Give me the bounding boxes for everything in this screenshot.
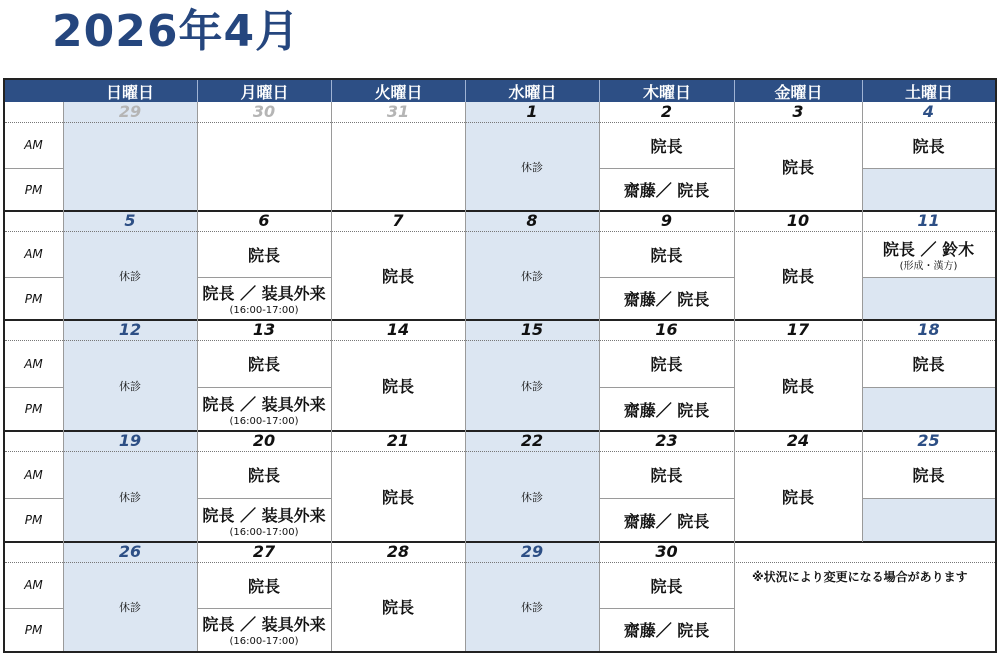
saturday-pm-fill	[862, 168, 995, 211]
saturday-am	[862, 451, 995, 498]
thursday-pm-text: 齋藤／ 院長	[623, 290, 710, 309]
saturday-am	[862, 340, 995, 387]
tuesday-allday	[331, 562, 465, 651]
monday-pm	[197, 498, 331, 542]
pm-label: PM	[24, 513, 43, 527]
day-number: 12	[118, 320, 142, 339]
tuesday-allday-text: 院長	[381, 377, 414, 396]
day-number: 20	[252, 431, 276, 450]
ampm-cell-divider	[862, 277, 995, 278]
thursday-am	[599, 340, 734, 387]
wednesday-closed-text: 休診	[521, 269, 543, 283]
ampm-cell-divider	[862, 498, 995, 499]
day-number: 7	[392, 211, 404, 230]
ampm-cell-divider	[197, 498, 331, 499]
page-title: 2026年4月	[52, 6, 301, 57]
day-number: 3	[792, 102, 804, 121]
thursday-am-text: 院長	[650, 136, 683, 156]
saturday-am-text: 院長	[912, 466, 945, 485]
thursday-pm	[599, 608, 734, 651]
ampm-cell-divider	[197, 387, 331, 388]
thursday-pm	[599, 387, 734, 431]
wednesday-closed	[465, 451, 599, 542]
ampm-cell-divider	[599, 608, 734, 609]
day-number: 23	[655, 431, 678, 450]
monday-pm-text: 院長 ／ 装具外来	[202, 505, 326, 525]
wednesday-closed	[465, 231, 599, 320]
thursday-pm-text: 齋藤／ 院長	[623, 511, 710, 531]
thursday-am-text: 院長	[650, 466, 683, 485]
wednesday-closed	[465, 122, 599, 211]
am-label: AM	[24, 578, 43, 592]
day-number: 29	[118, 102, 142, 121]
weekday-header: 月曜日	[197, 80, 331, 102]
pm-label: PM	[24, 182, 43, 197]
sunday-closed-text: 休診	[119, 600, 141, 614]
ampm-cell-divider	[599, 387, 734, 388]
day-number: 30	[252, 102, 276, 121]
thursday-pm-text: 齋藤／ 院長	[623, 400, 710, 420]
saturday-am-text: 院長	[912, 355, 945, 374]
wednesday-closed-text: 休診	[521, 490, 543, 504]
saturday-am	[862, 231, 995, 277]
friday-allday	[734, 340, 862, 431]
day-number: 9	[660, 211, 673, 230]
monday-am-text: 院長	[247, 355, 280, 374]
day-number: 15	[520, 320, 544, 339]
thursday-am-text: 院長	[650, 576, 683, 596]
monday-pm-text: 院長 ／ 装具外来	[202, 615, 326, 634]
sunday-closed	[63, 231, 197, 320]
header-corner	[5, 80, 63, 102]
sunday-closed	[63, 562, 197, 651]
monday-pm-subtext: (16:00-17:00)	[229, 526, 299, 538]
day-number: 26	[118, 542, 142, 561]
saturday-pm-fill	[862, 387, 995, 431]
weekday-header: 火曜日	[331, 80, 465, 102]
thursday-pm-text: 齋藤／ 院長	[623, 621, 710, 640]
day-number: 19	[118, 431, 142, 450]
pm-label: PM	[24, 622, 43, 637]
column-divider	[734, 102, 735, 651]
weekday-header: 日曜日	[63, 80, 197, 102]
pm-label: PM	[24, 402, 43, 416]
day-number: 5	[124, 211, 136, 230]
friday-allday-text: 院長	[781, 158, 814, 177]
day-number: 30	[655, 542, 678, 561]
weekday-header: 土曜日	[862, 80, 995, 102]
thursday-pm-text: 齋藤／ 院長	[623, 181, 710, 200]
calendar-grid	[3, 78, 997, 653]
friday-allday	[734, 231, 862, 320]
thursday-am	[599, 451, 734, 498]
day-number: 1	[526, 102, 538, 121]
friday-allday-text: 院長	[781, 488, 814, 507]
am-label: AM	[24, 356, 43, 371]
wednesday-closed-text: 休診	[521, 160, 543, 174]
thursday-am-text: 院長	[650, 245, 683, 265]
ampm-cell-divider	[197, 608, 331, 609]
monday-am	[197, 562, 331, 608]
monday-pm-subtext: (16:00-17:00)	[229, 305, 299, 316]
column-divider	[862, 102, 863, 542]
pm-label: PM	[24, 291, 43, 306]
column-divider	[331, 102, 332, 651]
sunday-closed	[63, 340, 197, 431]
monday-am	[197, 340, 331, 387]
monday-pm-subtext: (16:00-17:00)	[229, 636, 299, 647]
tuesday-allday-text: 院長	[381, 488, 414, 507]
weekday-header: 水曜日	[465, 80, 599, 102]
day-number: 17	[786, 320, 810, 339]
wednesday-closed-text: 休診	[521, 600, 543, 614]
day-number: 27	[252, 542, 276, 561]
sunday-closed-text: 休診	[119, 490, 141, 504]
saturday-am-text: 院長	[912, 136, 945, 156]
schedule-change-note: ※状況により変更になる場合があります	[752, 570, 968, 584]
thursday-pm	[599, 498, 734, 542]
wednesday-closed	[465, 340, 599, 431]
day-number: 24	[786, 431, 810, 450]
am-label: AM	[24, 138, 43, 152]
wednesday-closed	[465, 562, 599, 651]
thursday-am-text: 院長	[650, 355, 683, 374]
tuesday-allday	[331, 340, 465, 431]
am-label: AM	[24, 247, 43, 261]
day-number: 21	[386, 431, 410, 450]
thursday-pm	[599, 168, 734, 211]
day-number: 14	[386, 320, 410, 339]
day-number: 31	[386, 102, 410, 121]
tuesday-allday-text: 院長	[381, 598, 414, 617]
ampm-cell-divider	[599, 277, 734, 278]
friday-allday-text: 院長	[781, 267, 814, 286]
monday-am-text: 院長	[247, 466, 280, 485]
tuesday-allday	[331, 231, 465, 320]
day-number: 6	[258, 211, 270, 230]
am-label: AM	[24, 467, 43, 482]
day-number: 29	[520, 542, 544, 561]
wednesday-closed-text: 休診	[521, 379, 543, 393]
monday-pm-text: 院長 ／ 装具外来	[202, 284, 326, 303]
weekday-header: 金曜日	[734, 80, 862, 102]
column-divider	[197, 102, 198, 651]
monday-pm	[197, 387, 331, 431]
monday-am-text: 院長	[247, 576, 280, 596]
weekday-header: 木曜日	[599, 80, 734, 102]
ampm-cell-divider	[197, 277, 331, 278]
column-divider	[465, 102, 466, 651]
saturday-pm-fill	[862, 277, 995, 320]
day-number: 18	[917, 320, 940, 339]
day-number: 8	[526, 211, 538, 230]
tuesday-allday-text: 院長	[381, 267, 414, 286]
thursday-am	[599, 562, 734, 608]
friday-allday	[734, 451, 862, 542]
monday-am-text: 院長	[247, 245, 280, 265]
monday-am	[197, 451, 331, 498]
sunday-closed	[63, 451, 197, 542]
day-number: 22	[520, 431, 544, 450]
friday-allday-text: 院長	[781, 377, 814, 396]
saturday-am	[862, 122, 995, 168]
saturday-am-subtext: (形成・漢方)	[899, 260, 958, 272]
sunday-closed-text: 休診	[119, 379, 141, 393]
thursday-pm	[599, 277, 734, 320]
thursday-am	[599, 122, 734, 168]
monday-pm	[197, 608, 331, 651]
day-number: 10	[786, 211, 810, 230]
saturday-pm-fill	[862, 498, 995, 542]
day-number: 13	[252, 320, 276, 339]
column-divider	[599, 102, 600, 651]
day-number: 11	[917, 211, 940, 230]
day-number: 28	[386, 542, 410, 561]
monday-pm	[197, 277, 331, 320]
day-number: 4	[922, 102, 935, 121]
day-number: 16	[655, 320, 678, 339]
saturday-am-text: 院長 ／ 鈴木	[882, 239, 975, 259]
friday-allday	[734, 122, 862, 211]
ampm-cell-divider	[599, 168, 734, 169]
ampm-cell-divider	[862, 168, 995, 169]
day-number: 2	[660, 102, 673, 121]
day-number: 25	[917, 431, 940, 450]
monday-pm-text: 院長 ／ 装具外来	[202, 394, 326, 414]
monday-am	[197, 231, 331, 277]
column-divider	[63, 102, 64, 651]
monday-pm-subtext: (16:00-17:00)	[229, 415, 299, 427]
ampm-cell-divider	[599, 498, 734, 499]
ampm-cell-divider	[862, 387, 995, 388]
tuesday-allday	[331, 451, 465, 542]
sunday-closed-text: 休診	[119, 269, 141, 283]
thursday-am	[599, 231, 734, 277]
